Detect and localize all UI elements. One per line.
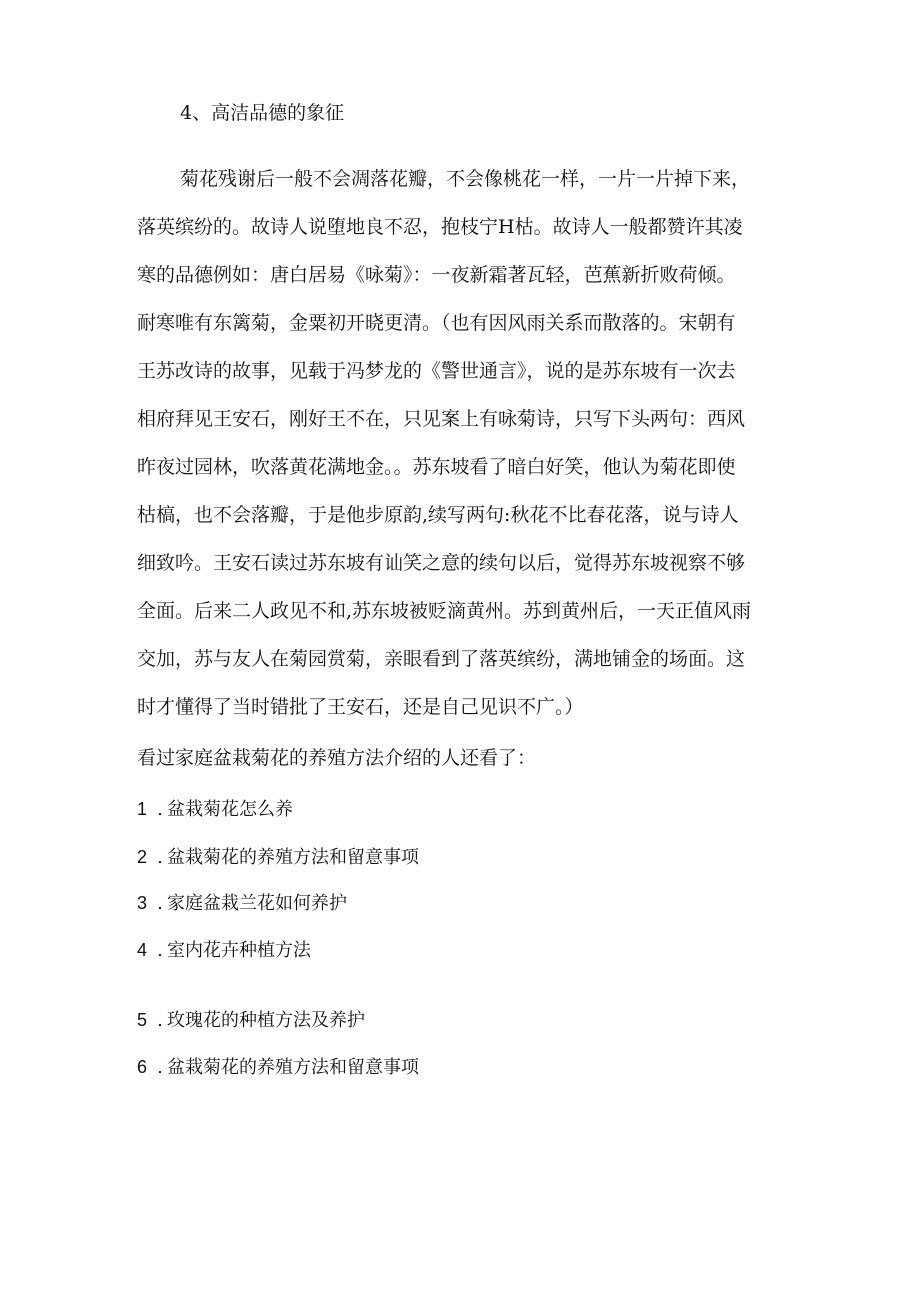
related-link[interactable]: 室内花卉种植方法 [167, 940, 311, 961]
paragraph-line: 耐寒唯有东篱菊，金粟初开晓更清。（也有因风雨关系而散落的。宋朝有 [137, 312, 736, 334]
item-separator: . [157, 1010, 163, 1031]
item-separator: . [157, 1057, 163, 1078]
related-link[interactable]: 盆栽菊花怎么养 [167, 799, 293, 820]
paragraph-line: 相府拜见王安石，刚好王不在，只见案上有咏菊诗，只写下头两句：西风 [137, 408, 746, 430]
related-item[interactable] [137, 1003, 365, 1038]
item-separator: . [157, 847, 163, 868]
section-heading: 4、高洁品德的象征 [180, 102, 345, 124]
item-number: 5 [137, 1010, 148, 1030]
related-item[interactable] [137, 840, 419, 875]
related-link[interactable]: 盆栽菊花的养殖方法和留意事项 [167, 847, 419, 868]
paragraph-line: 寒的品德例如：唐白居易《咏菊》：一夜新霜著瓦轻，芭蕉新折败荷倾。 [137, 264, 736, 286]
item-number: 2 [137, 847, 148, 867]
paragraph-line: 枯槁，也不会落瓣，于是他步原韵,续写两句:秋花不比春花落，说与诗人 [137, 504, 739, 526]
paragraph-line: 时才懂得了当时错批了王安石，还是自己见识不广。） [137, 696, 584, 718]
paragraph-line: 昨夜过园林，吹落黄花满地金。。苏东坡看了暗白好笑，他认为菊花即使 [137, 456, 736, 478]
related-link[interactable]: 玫瑰花的种植方法及养护 [167, 1010, 365, 1031]
item-separator: . [157, 893, 163, 914]
related-item[interactable] [137, 792, 293, 827]
item-number: 3 [137, 893, 148, 913]
paragraph-line: 落英缤纷的。故诗人说堕地良不忍，抱枝宁H枯。故诗人一般都赞许其凌 [137, 216, 743, 238]
item-separator: . [157, 799, 163, 820]
item-separator: . [157, 940, 163, 961]
paragraph-line: 王苏改诗的故事，见载于冯梦龙的《警世通言》，说的是苏东坡有一次去 [137, 360, 736, 382]
related-item[interactable] [137, 933, 311, 968]
related-item[interactable] [137, 1050, 419, 1085]
paragraph-line: 细致吟。王安石读过苏东坡有讪笑之意的续句以后，觉得苏东坡视察不够 [137, 552, 746, 574]
paragraph-line: 交加，苏与友人在菊园赏菊，亲眼看到了落英缤纷，满地铺金的场面。这 [137, 648, 746, 670]
body-paragraph [137, 155, 787, 731]
paragraph-line: 菊花残谢后一般不会凋落花瓣，不会像桃花一样，一片一片掉下来， [180, 168, 751, 190]
related-intro: 看过家庭盆栽菊花的养殖方法介绍的人还看了： [137, 747, 537, 769]
paragraph-line: 全面。后来二人政见不和,苏东坡被贬滴黄州。苏到黄州后，一天正值风雨 [137, 600, 752, 622]
related-item[interactable] [137, 886, 347, 921]
item-number: 6 [137, 1057, 148, 1077]
related-link[interactable]: 盆栽菊花的养殖方法和留意事项 [167, 1057, 419, 1078]
item-number: 4 [137, 940, 148, 960]
related-link[interactable]: 家庭盆栽兰花如何养护 [167, 893, 347, 914]
item-number: 1 [137, 799, 148, 819]
